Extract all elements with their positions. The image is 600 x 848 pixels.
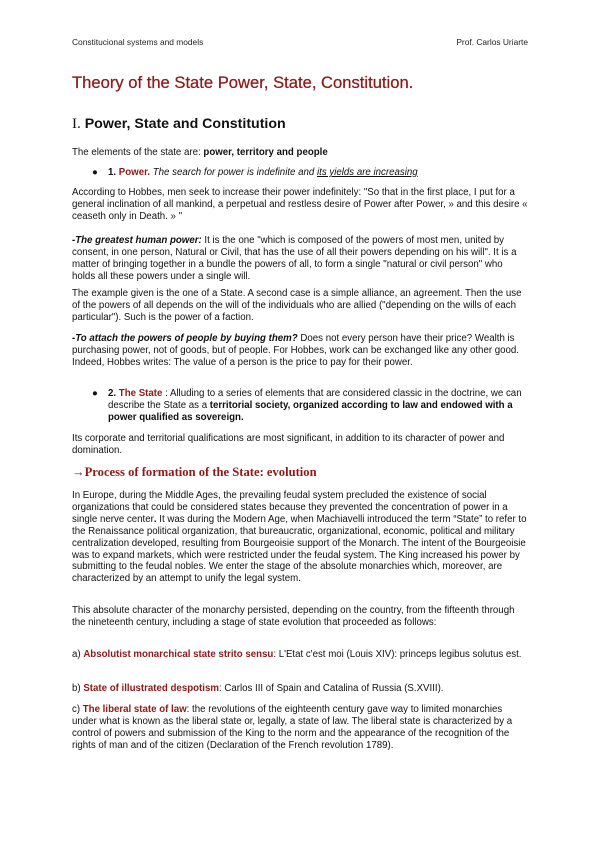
attach-power-paragraph — [72, 333, 528, 369]
greatest-power-paragraph — [72, 235, 528, 283]
item-number: 1. — [108, 167, 117, 178]
item-state-text: : Alluding to a series of elements that are considered classic in the doctrine, we can describe the State as a — [108, 388, 522, 411]
stage-c-paragraph — [72, 704, 528, 752]
item-label-state: The State — [118, 388, 163, 399]
hobbes-paragraph: According to Hobbes, men seek to increase their power indefinitely: "So that in the first place, I put for a general inclination of all mankind, a perpetual and restless desire of Power after Power, » and this desire « ceaseth only in Death. » " — [72, 187, 528, 222]
stage-a-label: Absolutist monarchical state strito sensu — [83, 649, 274, 660]
bullet-dot-icon: ● — [92, 388, 98, 399]
attach-power-label: -To attach the powers of people by buying them? — [72, 333, 298, 344]
item-label-power: Power. — [118, 167, 151, 178]
section-numeral: I. — [72, 116, 81, 132]
page-header — [72, 37, 528, 47]
item-number: 2. — [108, 388, 117, 399]
stage-a-text: : L'Etat c'est moi (Louis XIV): princeps legibus solutus est. — [273, 649, 522, 660]
stage-c-letter: c) — [72, 704, 83, 715]
greatest-power-label: -The greatest human power: — [72, 235, 202, 246]
stage-b-text: : Carlos III of Spain and Catalina of Russia (S.XVIII). — [218, 683, 444, 694]
item-italic-text: The search for power is indefinite and — [152, 167, 317, 178]
section-heading-text: Power, State and Constitution — [84, 116, 286, 132]
europe-paragraph — [72, 490, 528, 585]
europe-period: . — [153, 513, 157, 525]
stage-c-label: The liberal state of law — [82, 704, 187, 715]
stage-b-letter: b) — [72, 683, 84, 694]
attach-power-text: Does not every person have their price? Wealth is purchasing power, not of goods, but of people. For Hobbes, work can be exchanged like any other good. Indeed, Hobbes writes: The value of a person is the price to pay for their power. — [72, 333, 519, 368]
stage-b-paragraph — [72, 683, 528, 695]
item-underlined-text: its yields are increasing — [316, 167, 418, 178]
example-paragraph: The example given is the one of a State. A second case is a simple alliance, an agreement. Then the use of the powers of all depends on the will of the individuals who are allied ("depending on the wills of each particular"). Such is the power of a faction. — [72, 288, 522, 323]
absolute-paragraph: This absolute character of the monarchy persisted, depending on the country, from the fifteenth through the nineteenth century, including a stage of state evolution that proceeded as follows: — [72, 605, 515, 628]
list-item-state — [92, 388, 528, 424]
section-heading-power-state-constitution — [72, 116, 532, 133]
europe-text-part1: In Europe, during the Middle Ages, the prevailing feudal system precluded the existence of social organizations that could be considered states because they prevented the concentration of power in a single nerve center — [72, 490, 508, 525]
greatest-power-text: It is the one "which is composed of the powers of most men, united by consent, in one person, Natural or Civil, that has the use of all their powers depending on his will". It is a matter of bringing together in a bundle the powers of all, to form a single "natural or civil person" who holds all these powers under a single will. — [72, 235, 517, 282]
stage-b-label: State of illustrated despotism — [83, 683, 219, 694]
corporate-paragraph: Its corporate and territorial qualifications are most significant, in addition to its character of power and domination. — [72, 433, 505, 456]
document-title: Theory of the State Power, State, Constitution. — [72, 73, 414, 92]
europe-text-part2: It was during the Modern Age, when Machiavelli introduced the term “State” to refer to the Renaissance political organization, that bureaucratic, organizational, economic, political and military centralization developed, resulting from Bourgeoisie support of the Monarch. The intent of the Bourgeoisie was to expand markets, which were restricted under the feudal system. The King increased his power by submitting to the feudal nobles. We enter the stage of the absolute monarchies which, moreover, are characterized by an attempt to unify the legal system. — [72, 513, 527, 585]
stage-c-text: : the revolutions of the eighteenth century gave way to limited monarchies under what is known as the liberal state or, legally, a state of law. The liberal state is characterized by a control of powers and submission of the King to the norm and the appearance of the recognition of the rights of man and of the citizen (Declaration of the French revolution 1789). — [72, 704, 513, 751]
elements-paragraph — [72, 147, 528, 159]
section-heading-formation: →Process of formation of the State: evolution — [72, 465, 317, 479]
stage-a-paragraph — [72, 649, 528, 661]
author-name: Prof. Carlos Uriarte — [456, 37, 528, 47]
course-title: Constitucional systems and models — [72, 37, 204, 47]
elements-prefix: The elements of the state are: — [72, 147, 204, 158]
elements-list: power, territory and people — [203, 147, 328, 158]
item-state-definition: territorial society, organized according to law and endowed with a power qualified as sovereign. — [108, 399, 513, 423]
bullet-dot-icon: ● — [92, 167, 98, 178]
list-item-power — [92, 167, 528, 179]
stage-a-letter: a) — [72, 649, 84, 660]
